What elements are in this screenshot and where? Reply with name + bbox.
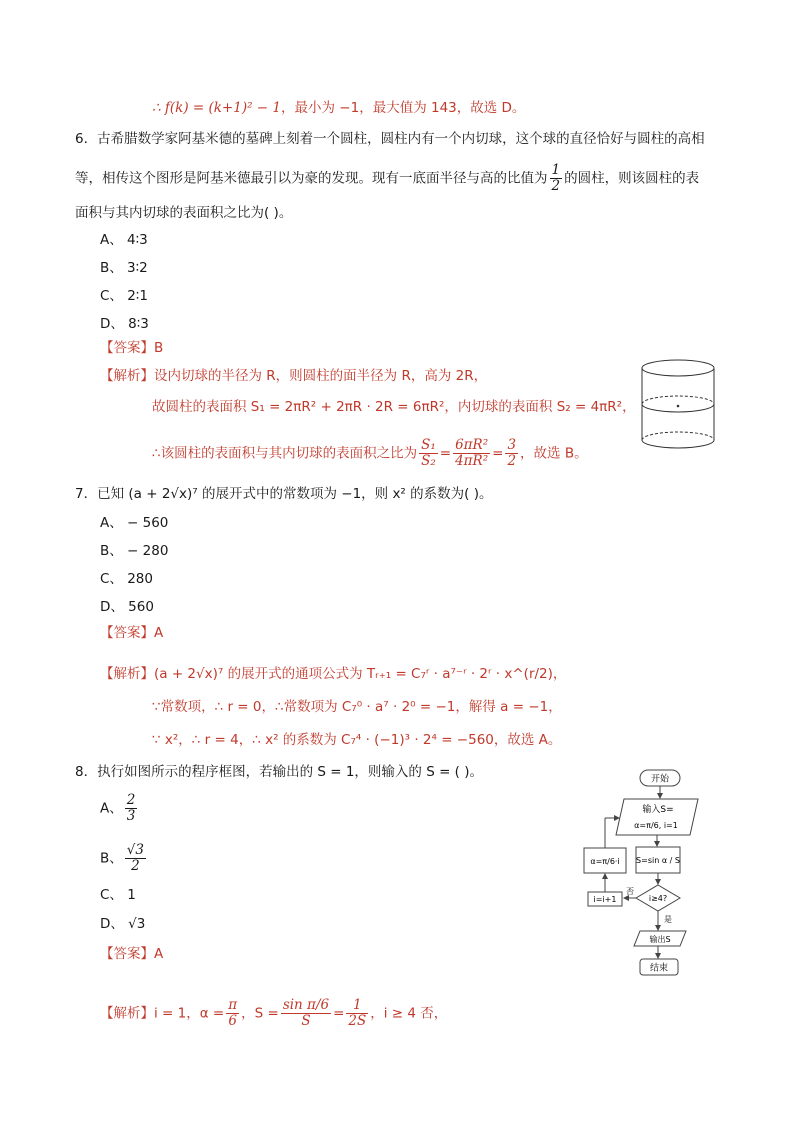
q6-stem-line2a: 等，相传这个图形是阿基米德最引以为豪的发现。现有一底面半径与高的比值为 xyxy=(75,170,548,187)
flow-input-init: α=π/6, i=1 xyxy=(634,821,678,830)
q7-analysis-1 xyxy=(100,664,566,684)
ratio-fraction-2 xyxy=(453,438,490,469)
answer-value: B xyxy=(154,340,164,356)
q8-stem: 8．执行如图所示的程序框图，若输出的 S = 1，则输入的 S = ( )。 xyxy=(75,764,484,780)
q7-option-b: B、 − 280 xyxy=(100,543,169,559)
frac-den: 3 xyxy=(126,808,136,824)
alpha-fraction xyxy=(226,998,239,1029)
q6-ratio-den: 2 xyxy=(551,178,561,194)
answer-value: A xyxy=(154,946,164,962)
analysis-text: (a + 2√x)⁷ 的展开式的通项公式为 Tᵣ₊₁ = C₇ʳ · a⁷⁻ʳ · 2ʳ · x^(r/2)， xyxy=(154,666,567,682)
q7-answer xyxy=(100,623,163,643)
flow-end-label: 结束 xyxy=(649,963,669,974)
flow-alpha-label: α=π/6·i xyxy=(590,857,620,866)
analysis-text: ∴该圆柱的表面积与其内切球的表面积之比为 xyxy=(152,445,418,462)
q5-rest: ，最小为 −1，最大值为 143，故选 D。 xyxy=(281,100,526,116)
answer-tag: 【答案】 xyxy=(100,946,154,962)
option-label: A、 xyxy=(100,800,123,817)
flow-no-label: 否 xyxy=(626,887,634,896)
q6-option-d: D、 8∶3 xyxy=(100,316,149,332)
answer-value: A xyxy=(154,625,164,641)
analysis-text: i = 1，α = xyxy=(154,1005,225,1022)
frac-num: S₁ xyxy=(421,437,436,453)
q8-option-d: D、 √3 xyxy=(100,916,146,932)
q6-analysis-2: 故圆柱的表面积 S₁ = 2πR² + 2πR · 2R = 6πR²，内切球的表面积 S₂ = 4πR²， xyxy=(152,399,636,415)
q8-option-a-fraction xyxy=(125,793,138,824)
frac-num: 2 xyxy=(126,792,136,808)
ratio-fraction-1 xyxy=(419,438,438,469)
option-label: B、 xyxy=(100,850,123,867)
flow-output-label: 输出S xyxy=(649,935,671,944)
analysis-text: ，i ≥ 4 否， xyxy=(370,1005,448,1022)
q6-analysis-1 xyxy=(100,366,487,386)
flow-start-label: 开始 xyxy=(650,774,670,785)
analysis-tag: 【解析】 xyxy=(100,1005,154,1022)
frac-den: S₂ xyxy=(421,453,436,469)
q7-stem: 7．已知 (a + 2√x)⁷ 的展开式中的常数项为 −1，则 x² 的系数为( )。 xyxy=(75,486,493,502)
analysis-text: 设内切球的半径为 R，则圆柱的面半径为 R，高为 2R， xyxy=(154,368,488,384)
q7-option-c: C、 280 xyxy=(100,571,153,587)
analysis-tag: 【解析】 xyxy=(100,666,154,682)
frac-num: 6πR² xyxy=(455,437,489,453)
q6-stem-line2b: 的圆柱，则该圆柱的表 xyxy=(564,170,700,187)
s-fraction xyxy=(281,998,331,1029)
q6-option-a: A、 4∶3 xyxy=(100,232,148,248)
flow-cond-label: i≥4? xyxy=(648,894,668,903)
frac-den: 2 xyxy=(131,858,140,874)
q6-stem-line2 xyxy=(75,163,699,194)
frac-num: sin π/6 xyxy=(282,997,330,1013)
q6-ratio-num: 1 xyxy=(551,162,561,178)
q7-analysis-3: ∵ x²，∴ r = 4，∴ x² 的系数为 C₇⁴ · (−1)³ · 2⁴ = −560，故选 A。 xyxy=(152,732,562,748)
q7-option-d: D、 560 xyxy=(100,599,154,615)
q8-option-b-fraction xyxy=(125,843,146,874)
answer-tag: 【答案】 xyxy=(100,625,154,641)
analysis-tag: 【解析】 xyxy=(100,368,154,384)
q8-answer xyxy=(100,944,163,964)
analysis-text: ，S = xyxy=(241,1005,279,1022)
q8-option-c: C、 1 xyxy=(100,887,136,903)
result-fraction xyxy=(346,998,368,1029)
q6-stem-line3: 面积与其内切球的表面积之比为( )。 xyxy=(75,205,293,221)
q6-stem-line1: 6．古希腊数学家阿基米德的墓碑上刻着一个圆柱，圆柱内有一个内切球，这个球的直径恰好与圆柱的高相 xyxy=(75,131,705,147)
answer-tag: 【答案】 xyxy=(100,340,154,356)
q6-option-c: C、 2∶1 xyxy=(100,288,148,304)
q5-conclusion xyxy=(152,98,525,118)
q8-option-b xyxy=(100,843,148,874)
frac-num: 1 xyxy=(346,998,368,1014)
frac-num: √3 xyxy=(126,842,144,858)
q7-option-a: A、 − 560 xyxy=(100,515,169,531)
q6-answer xyxy=(100,338,163,358)
q6-analysis-3: ∴该圆柱的表面积与其内切球的表面积之比为 $\frac{\text{S₁}}{\text{S₂}}$ = $\frac{\text{6πR²}}{\text{4πR²}}$ = $\frac{3}{2}$ ，故选 B。 xyxy=(152,437,588,469)
analysis-text: ，故选 B。 xyxy=(520,445,588,462)
q8-analysis-1 xyxy=(100,998,447,1029)
cylinder-sphere-figure xyxy=(638,358,718,450)
analysis-text: = xyxy=(333,1005,345,1022)
frac-den: 6 xyxy=(228,1013,237,1029)
frac-num: π xyxy=(228,997,238,1013)
q6-option-b: B、 3∶2 xyxy=(100,260,148,276)
flow-input-label: 输入S= xyxy=(642,805,674,815)
q5-formula: ∴ f(k) = (k+1)² − 1 xyxy=(152,100,281,116)
flow-assign-s-label: S=sin α / S xyxy=(636,856,680,865)
flow-yes-label: 是 xyxy=(664,915,672,924)
frac-den: 2 xyxy=(507,453,517,469)
flowchart xyxy=(570,768,710,980)
ratio-fraction-3 xyxy=(505,438,518,469)
q6-ratio-fraction xyxy=(550,163,563,194)
frac-num: 3 xyxy=(507,437,517,453)
frac-den: 4πR² xyxy=(455,453,489,469)
q8-option-a xyxy=(100,793,139,824)
frac-den: 2S xyxy=(348,1013,367,1029)
frac-den: S xyxy=(301,1013,311,1029)
q7-analysis-2: ∵常数项，∴ r = 0，∴常数项为 C₇⁰ · a⁷ · 2⁰ = −1，解得 a = −1， xyxy=(152,699,562,715)
flow-incr-label: i=i+1 xyxy=(593,895,617,904)
